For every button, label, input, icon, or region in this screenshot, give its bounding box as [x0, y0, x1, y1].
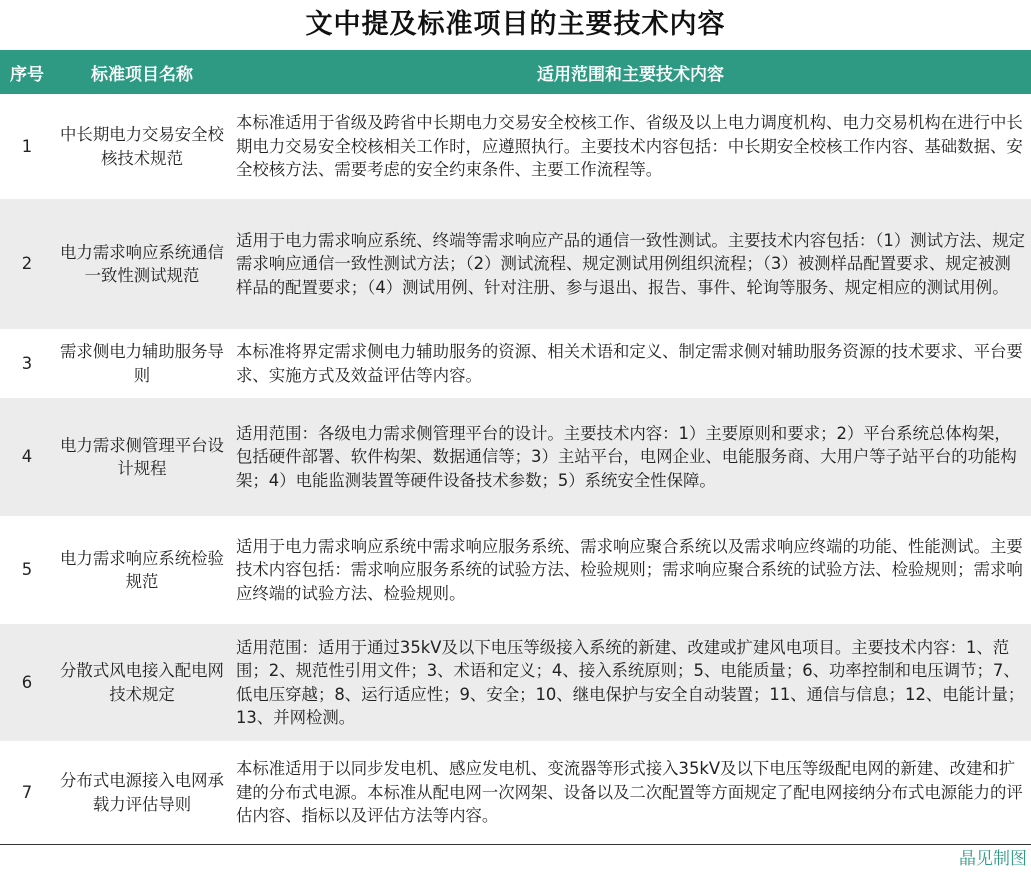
standard-content: 本标准适用于省级及跨省中长期电力交易安全校核工作、省级及以上电力调度机构、电力交易机构在进行中长期电力交易安全校核相关工作时，应遵照执行。主要技术内容包括：中长期安全校核工作内容、基础数据、安全校核方法、需要考虑的安全约束条件、主要工作流程等。: [230, 94, 1031, 199]
table-row: [0, 516, 1031, 624]
standard-name: 中长期电力交易安全校核技术规范: [54, 94, 230, 199]
column-header-no: 序号: [0, 50, 54, 94]
standard-name: 电力需求响应系统通信一致性测试规范: [54, 199, 230, 329]
source-credit: 晶见制图: [959, 849, 1027, 869]
standard-content: 本标准将界定需求侧电力辅助服务的资源、相关术语和定义、制定需求侧对辅助服务资源的技术要求、平台要求、实施方式及效益评估等内容。: [230, 329, 1031, 398]
standards-table: [0, 50, 1031, 844]
standard-content: 适用于电力需求响应系统、终端等需求响应产品的通信一致性测试。主要技术内容包括：（1）测试方法、规定需求响应通信一致性测试方法；（2）测试流程、规定测试用例组织流程；（3）被测样品配置要求、规定被测样品的配置要求；（4）测试用例、针对注册、参与退出、报告、事件、轮询等服务、规定相应的测试用例。: [230, 199, 1031, 329]
standard-content: 适用范围：适用于通过35kV及以下电压等级接入系统的新建、改建或扩建风电项目。主要技术内容：1、范围；2、规范性引用文件；3、术语和定义；4、接入系统原则；5、电能质量；6、功率控制和电压调节；7、低电压穿越；8、运行适应性；9、安全；10、继电保护与安全自动装置；11、通信与信息；12、电能计量；13、并网检测。: [230, 624, 1031, 741]
row-number: 1: [0, 94, 54, 199]
standard-content: 适用于电力需求响应系统中需求响应服务系统、需求响应聚合系统以及需求响应终端的功能、性能测试。主要技术内容包括：需求响应服务系统的试验方法、检验规则；需求响应聚合系统的试验方法、检验规则；需求响应终端的试验方法、检验规则。: [230, 516, 1031, 624]
table-row: [0, 398, 1031, 516]
standard-content: 本标准适用于以同步发电机、感应发电机、变流器等形式接入35kV及以下电压等级配电网的新建、改建和扩建的分布式电源。本标准从配电网一次网架、设备以及二次配置等方面规定了配电网接纳分布式电源能力的评估内容、指标以及评估方法等内容。: [230, 741, 1031, 844]
row-number: 3: [0, 329, 54, 398]
standard-name: 分布式电源接入电网承载力评估导则: [54, 741, 230, 844]
row-number: 6: [0, 624, 54, 741]
standard-content: 适用范围：各级电力需求侧管理平台的设计。主要技术内容：1）主要原则和要求；2）平台系统总体构架，包括硬件部署、软件构架、数据通信等；3）主站平台，电网企业、电能服务商、大用户等子站平台的功能构架；4）电能监测装置等硬件设备技术参数；5）系统安全性保障。: [230, 398, 1031, 516]
table-row: [0, 199, 1031, 329]
standard-name: 电力需求响应系统检验规范: [54, 516, 230, 624]
table-header-row: [0, 50, 1031, 94]
standard-name: 需求侧电力辅助服务导则: [54, 329, 230, 398]
table-row: [0, 741, 1031, 844]
row-number: 4: [0, 398, 54, 516]
standard-name: 电力需求侧管理平台设计规程: [54, 398, 230, 516]
row-number: 5: [0, 516, 54, 624]
table-row: [0, 624, 1031, 741]
column-header-content: 适用范围和主要技术内容: [230, 50, 1031, 94]
row-number: 7: [0, 741, 54, 844]
table-row: [0, 94, 1031, 199]
table-row: [0, 329, 1031, 398]
standard-name: 分散式风电接入配电网技术规定: [54, 624, 230, 741]
column-header-name: 标准项目名称: [54, 50, 230, 94]
page-title: 文中提及标准项目的主要技术内容: [305, 9, 726, 40]
row-number: 2: [0, 199, 54, 329]
